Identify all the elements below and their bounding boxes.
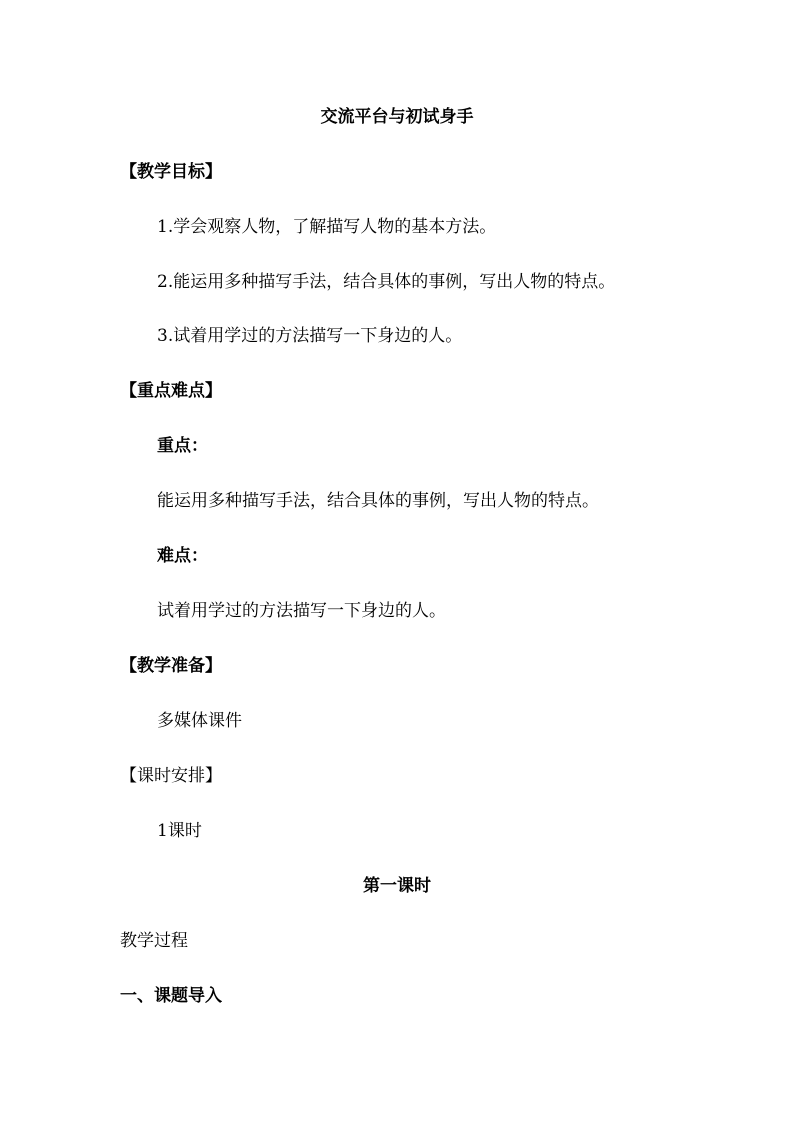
difficult-point-label: 难点： — [157, 546, 208, 566]
key-point-text: 能运用多种描写手法，结合具体的事例，写出人物的特点。 — [157, 491, 599, 511]
difficult-point-text: 试着用学过的方法描写一下身边的人。 — [157, 601, 446, 621]
lesson-title: 第一课时 — [363, 876, 431, 896]
objective-item-2: 2.能运用多种描写手法，结合具体的事例，写出人物的特点。 — [157, 272, 616, 292]
document-title: 交流平台与初试身手 — [320, 107, 474, 127]
objective-item-3: 3.试着用学过的方法描写一下身边的人。 — [157, 326, 463, 346]
key-point-label: 重点： — [157, 436, 208, 456]
schedule-heading: 【课时安排】 — [120, 766, 222, 786]
objectives-heading: 【教学目标】 — [120, 162, 222, 182]
step-one-heading: 一、课题导入 — [120, 986, 222, 1006]
schedule-text: 1课时 — [157, 821, 202, 841]
process-label: 教学过程 — [120, 931, 188, 951]
key-difficult-heading: 【重点难点】 — [120, 381, 222, 401]
preparation-text: 多媒体课件 — [157, 711, 242, 731]
preparation-heading: 【教学准备】 — [120, 656, 222, 676]
objective-item-1: 1.学会观察人物，了解描写人物的基本方法。 — [157, 217, 497, 237]
